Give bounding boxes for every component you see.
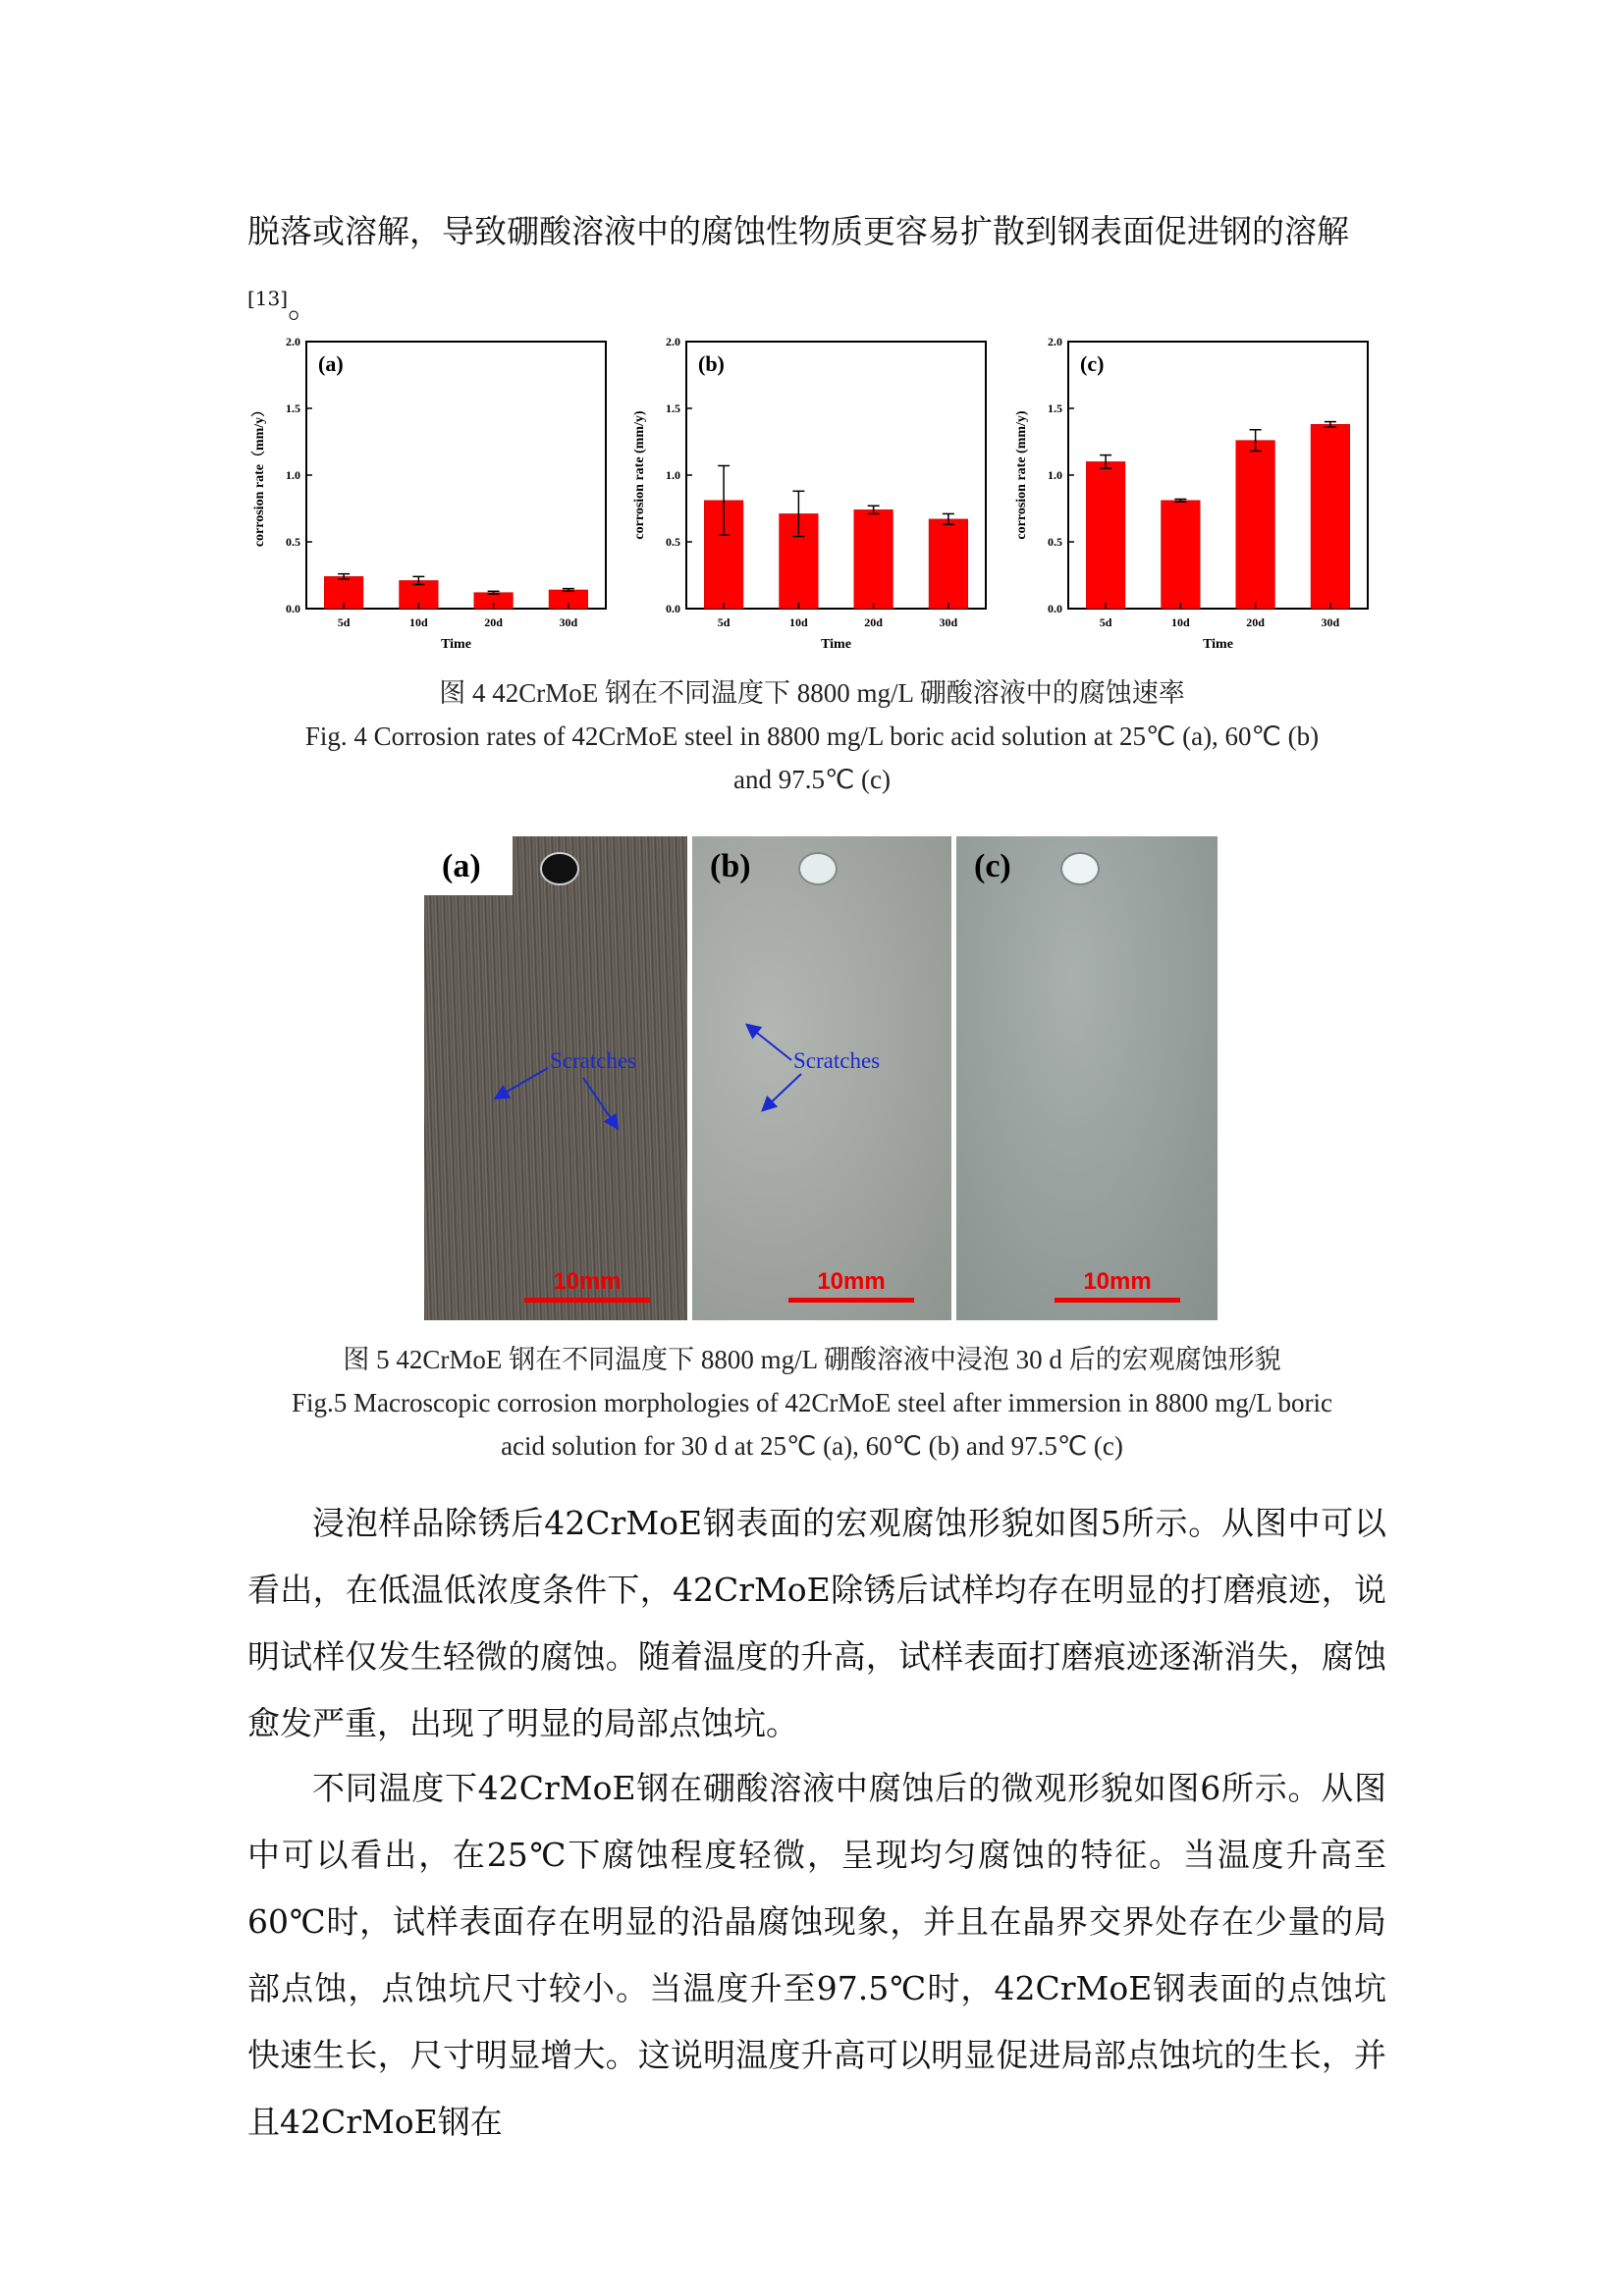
scratches-label-a: Scratches	[550, 1048, 637, 1073]
scale-label-c: 10mm	[1083, 1268, 1152, 1295]
y-axis-label: corrosion rate（mm/y）	[252, 402, 267, 548]
scale-label-a: 10mm	[553, 1268, 622, 1295]
x-tick-label: 20d	[484, 615, 503, 629]
y-tick-label: 1.0	[286, 468, 300, 482]
x-axis-label: Time	[1203, 637, 1233, 652]
y-tick-label: 0.5	[666, 535, 680, 549]
arrow-icon	[748, 1026, 791, 1060]
scale-label-b: 10mm	[817, 1268, 886, 1295]
intro-end: 。	[288, 287, 321, 325]
y-axis-label: corrosion rate (mm/y)	[632, 410, 647, 540]
fig5-caption	[196, 1338, 1428, 1468]
y-tick-label: 2.0	[286, 335, 300, 348]
y-tick-label: 1.5	[286, 401, 300, 415]
y-tick-label: 0.5	[286, 535, 300, 549]
y-tick-label: 0.0	[286, 602, 300, 615]
arrow-icon	[497, 1068, 548, 1097]
arrow-icon	[764, 1074, 801, 1109]
photo-label-c: (c)	[974, 848, 1011, 884]
y-tick-label: 0.0	[1048, 602, 1062, 615]
x-tick-label: 5d	[1099, 615, 1112, 629]
x-axis-label: Time	[441, 637, 471, 652]
x-tick-label: 30d	[939, 615, 958, 629]
scratches-label-b: Scratches	[793, 1048, 881, 1073]
y-tick-label: 1.0	[1048, 468, 1062, 482]
arrow-icon	[583, 1078, 617, 1127]
y-tick-label: 1.0	[666, 468, 680, 482]
photo-label-b: (b)	[710, 848, 751, 884]
y-tick-label: 1.5	[666, 401, 680, 415]
fig4-caption-en-line1: Fig. 4 Corrosion rates of 42CrMoE steel in 8800 mg/L boric acid solution at 25℃ (a), 60℃ (b)	[304, 721, 1320, 751]
x-tick-label: 30d	[1321, 615, 1340, 629]
x-axis-label: Time	[821, 637, 851, 652]
y-axis-label: corrosion rate (mm/y)	[1014, 410, 1029, 540]
fig5-caption-cn: 图 5 42CrMoE 钢在不同温度下 8800 mg/L 硼酸溶液中浸泡 30 d 后的宏观腐蚀形貌	[343, 1345, 1281, 1374]
y-tick-label: 2.0	[1048, 335, 1062, 348]
fig5-caption-en-line1: Fig.5 Macroscopic corrosion morphologies of 42CrMoE steel after immersion in 8800 mg/L boric	[291, 1388, 1333, 1417]
x-tick-label: 20d	[1246, 615, 1265, 629]
body-paragraph-1: 浸泡样品除锈后42CrMoE钢表面的宏观腐蚀形貌如图5所示。从图中可以看出，在低温低浓度条件下，42CrMoE除锈后试样均存在明显的打磨痕迹，说明试样仅发生轻微的腐蚀。随着温度的升高，试样表面打磨痕迹逐渐消失，腐蚀愈发严重，出现了明显的局部点蚀坑。	[247, 1504, 1386, 1742]
fig4-caption-en-line2: and 97.5℃ (c)	[732, 765, 892, 794]
panel-label: (c)	[1080, 351, 1105, 376]
fig4-caption-cn: 图 4 42CrMoE 钢在不同温度下 8800 mg/L 硼酸溶液中的腐蚀速率	[439, 678, 1185, 708]
body-paragraph-2: 不同温度下42CrMoE钢在硼酸溶液中腐蚀后的微观形貌如图6所示。从图中可以看出，在25℃下腐蚀程度轻微，呈现均匀腐蚀的特征。当温度升高至60℃时，试样表面存在明显的沿晶腐蚀现象，并且在晶界交界处存在少量的局部点蚀，点蚀坑尺寸较小。当温度升至97.5℃时，42CrMoE钢表面的点蚀坑快速生长，尺寸明显增大。这说明温度升高可以明显促进局部点蚀坑的生长，并且42CrMoE钢在	[247, 1769, 1386, 2141]
x-tick-label: 10d	[409, 615, 428, 629]
panel-label: (b)	[698, 351, 725, 376]
x-tick-label: 10d	[789, 615, 808, 629]
x-tick-label: 10d	[1171, 615, 1190, 629]
y-tick-label: 1.5	[1048, 401, 1062, 415]
x-tick-label: 5d	[337, 615, 351, 629]
fig5-caption-en-line2: acid solution for 30 d at 25℃ (a), 60℃ (b) and 97.5℃ (c)	[501, 1431, 1123, 1461]
y-tick-label: 0.5	[1048, 535, 1062, 549]
x-tick-label: 30d	[559, 615, 578, 629]
x-tick-label: 20d	[864, 615, 883, 629]
panel-label: (a)	[318, 351, 344, 376]
y-tick-label: 0.0	[666, 602, 680, 615]
citation-ref: [13]	[247, 287, 289, 310]
intro-text: 脱落或溶解，导致硼酸溶液中的腐蚀性物质更容易扩散到钢表面促进钢的溶解	[247, 212, 1349, 250]
y-tick-label: 2.0	[666, 335, 680, 348]
x-tick-label: 5d	[717, 615, 731, 629]
photo-label-a: (a)	[442, 848, 481, 884]
